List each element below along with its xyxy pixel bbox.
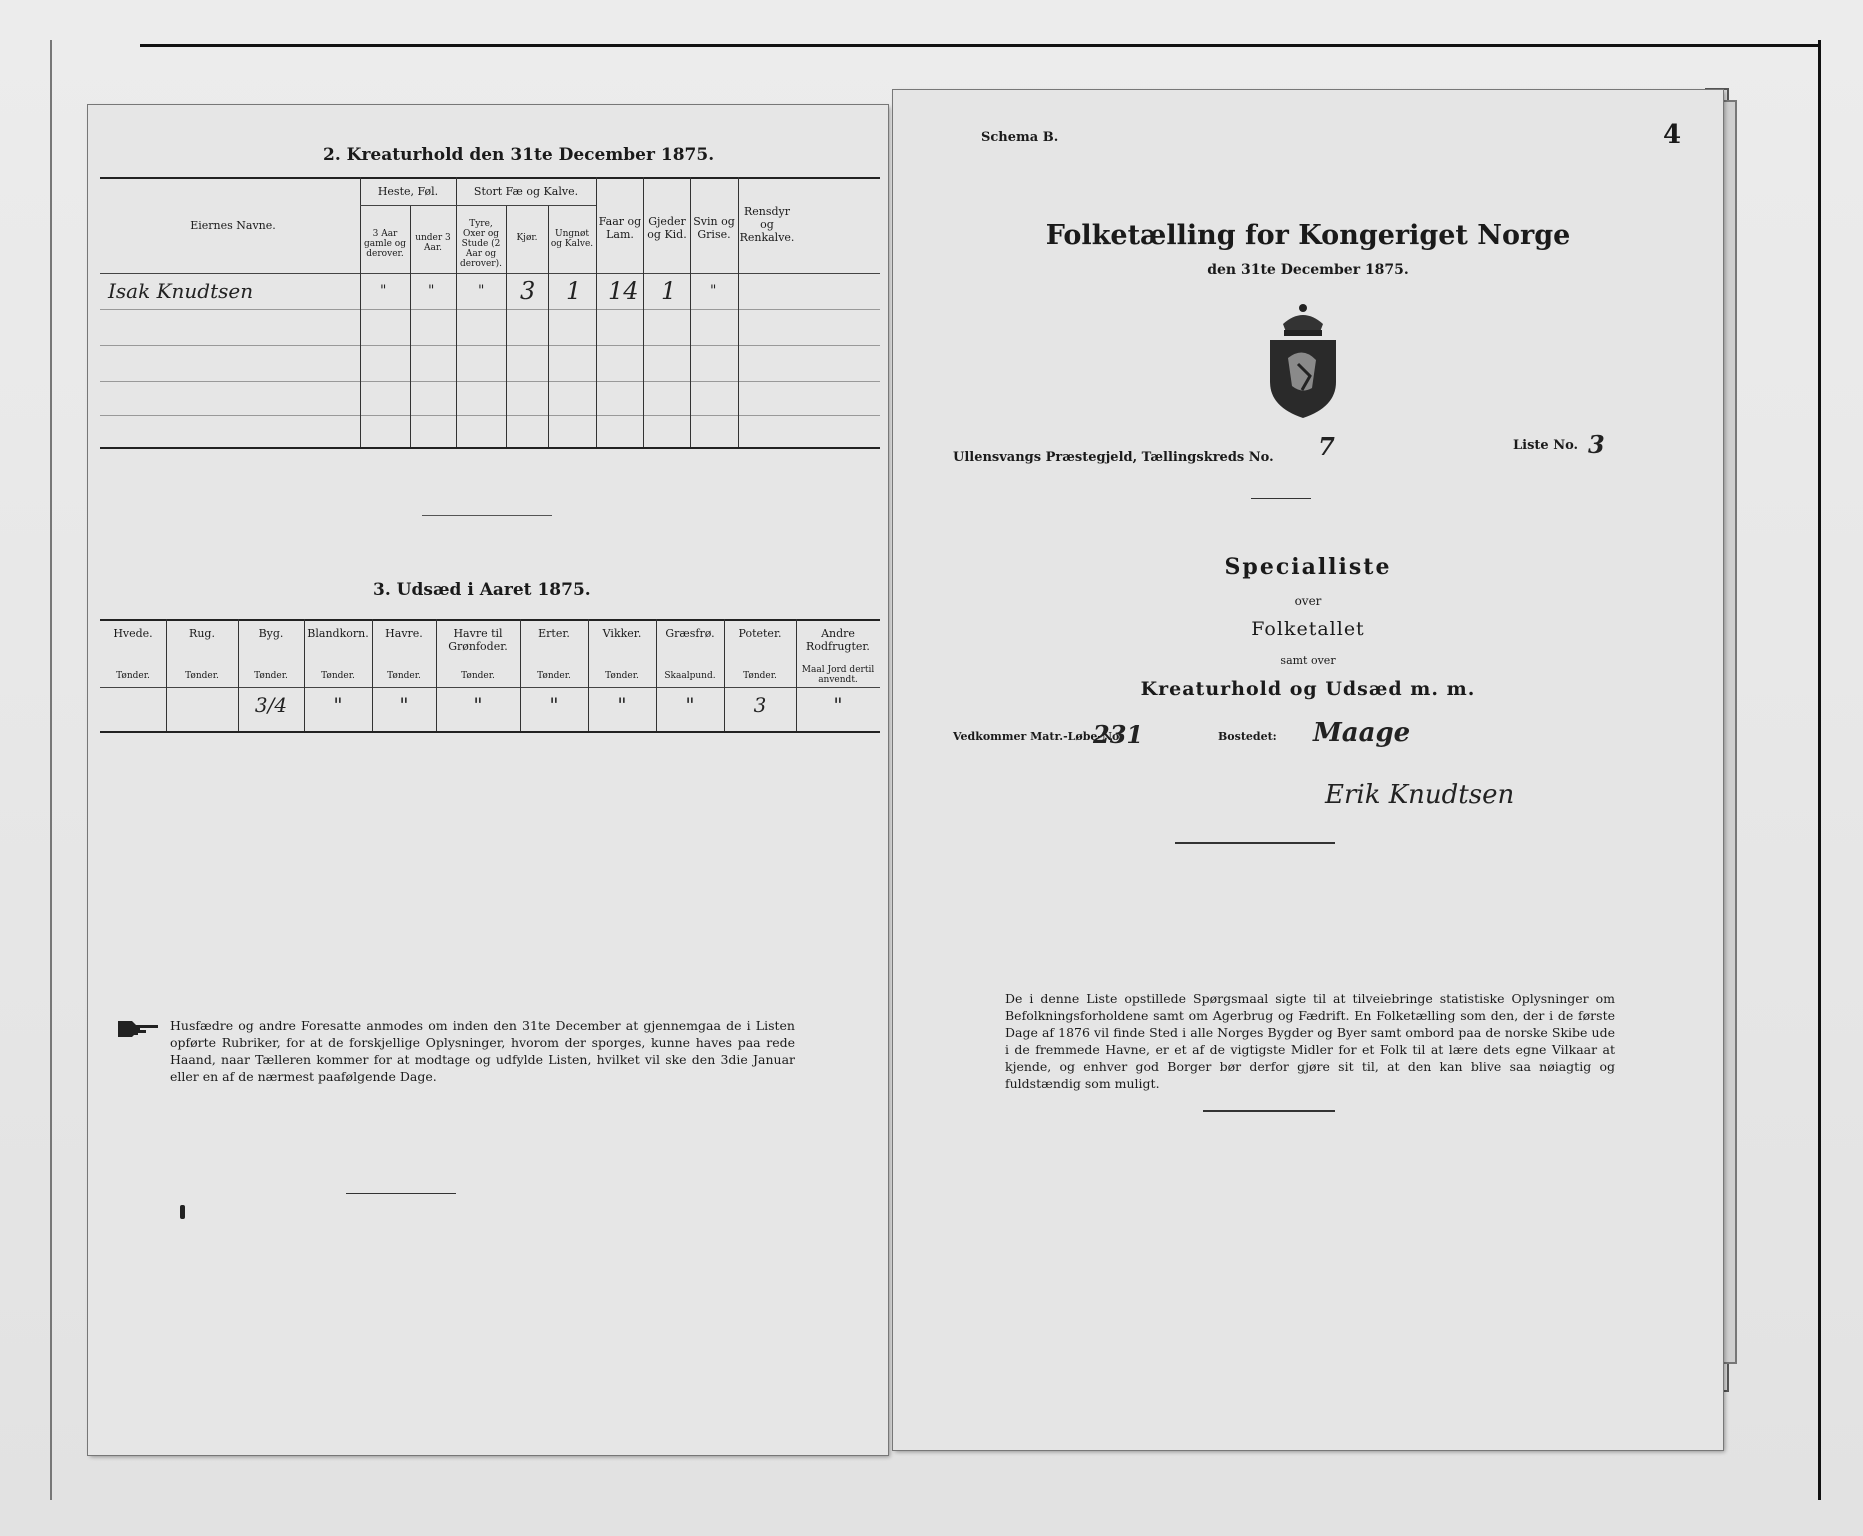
matr-line xyxy=(953,718,1653,749)
udsaed-col-header: Erter. xyxy=(538,627,570,640)
value-faar: 14 xyxy=(608,277,639,305)
header-gjeder: Gjeder og Kid. xyxy=(647,215,687,241)
table1-row-rule xyxy=(100,381,880,382)
udsaed-col-header: Poteter. xyxy=(738,627,782,640)
value-svin: " xyxy=(710,283,717,299)
section3-title: 3. Udsæd i Aaret 1875. xyxy=(373,580,591,600)
over-text: over xyxy=(1294,594,1322,608)
pointing-hand-icon xyxy=(116,1017,160,1039)
parish-name: Ullensvangs Præstegjeld, xyxy=(953,450,1138,465)
udsaed-col-unit: Tønder. xyxy=(743,671,777,681)
header-eiernes-navne: Eiernes Navne. xyxy=(190,219,276,232)
district-number: 7 xyxy=(1318,432,1335,461)
table1-row-rule xyxy=(100,309,880,310)
udsaed-col-header: Hvede. xyxy=(113,627,153,640)
table1-bottom-rule xyxy=(100,447,880,449)
header-heste-under3: under 3 Aar. xyxy=(415,233,451,253)
header-stort-fae: Stort Fæ og Kalve. xyxy=(473,185,579,198)
udsaed-col-header: Vikker. xyxy=(602,627,642,640)
divider xyxy=(1251,498,1311,499)
list-number: 3 xyxy=(1588,430,1605,459)
udsaed-col-header: Rug. xyxy=(189,627,215,640)
value-ungnot: 1 xyxy=(566,277,582,305)
list-label: Liste No. xyxy=(1513,438,1579,453)
matr-number: 231 xyxy=(1093,720,1144,749)
udsaed-value: 3 xyxy=(753,693,767,717)
ink-mark xyxy=(180,1205,185,1219)
value-heste-under3: " xyxy=(428,283,435,299)
udsaed-value: " xyxy=(685,693,695,717)
table1-col-rule xyxy=(456,177,457,447)
header-svin: Svin og Grise. xyxy=(693,215,735,241)
udsaed-col-header: Havre. xyxy=(385,627,423,640)
value-heste-3aar: " xyxy=(380,283,387,299)
udsaed-col-unit: Tønder. xyxy=(321,671,355,681)
divider xyxy=(1175,842,1335,844)
udsaed-col-header: Havre til Grønfoder. xyxy=(448,627,508,653)
table2-top-rule xyxy=(100,619,880,621)
corner-mark: 4 xyxy=(1663,120,1682,150)
schema-label: Schema B. xyxy=(981,130,1059,145)
header-heste: Heste, Føl. xyxy=(377,185,439,198)
bostedet-value: Maage xyxy=(1313,718,1411,748)
samt-over-text: samt over xyxy=(1280,654,1336,667)
specialliste-heading: Specialliste xyxy=(1224,554,1392,580)
udsaed-value: " xyxy=(833,693,843,717)
frame-mark-left xyxy=(50,40,52,1500)
value-gjeder: 1 xyxy=(661,277,677,305)
bottom-paragraph: De i denne Liste opstillede Spørgsmaal sigte til at tilveiebringe statistiske Oplysninger om Befolkningsforholdene samt om Agerbrug og Fædrift. En Folketælling som den, der i de første Dage af 1876 vil finde Sted i alle Norges Bygder og Byer samt ombord paa de norske Skibe ude i de fremmede Havne, er et af de vigtigste Midler for et Folk til at lære dets egne Vilkaar at kjende, og enhver god Borger bør derfor gjøre sit til, at den kan blive saa nøiagtig og fuldstændig som muligt. xyxy=(1005,991,1615,1091)
udsaed-col-header: Andre Rodfrugter. xyxy=(806,627,870,653)
table1-top-rule xyxy=(100,177,880,179)
header-heste-3aar: 3 Aar gamle og derover. xyxy=(364,229,406,259)
main-title: Folketælling for Kongeriget Norge xyxy=(1045,220,1571,251)
matr-label: Vedkommer Matr.-Løbe-No. xyxy=(953,730,1123,743)
table1-subheader-rule xyxy=(360,205,596,206)
udsaed-value: " xyxy=(617,693,627,717)
divider xyxy=(422,515,552,516)
parish-line xyxy=(953,430,1653,467)
frame-mark-top xyxy=(140,44,1820,47)
divider xyxy=(1203,1110,1335,1112)
table1-header-rule xyxy=(100,273,880,274)
udsaed-col-header: Byg. xyxy=(258,627,284,640)
left-page xyxy=(88,105,888,1455)
header-ungnot: Ungnøt og Kalve. xyxy=(550,229,594,249)
folketallet-heading: Folketallet xyxy=(1251,618,1365,640)
udsaed-col-unit: Maal Jord dertil anvendt. xyxy=(801,665,875,685)
udsaed-value: " xyxy=(549,693,559,717)
udsaed-col-unit: Tønder. xyxy=(185,671,219,681)
table1-col-rule xyxy=(596,177,597,447)
header-kjor: Kjør. xyxy=(516,233,538,243)
frame-mark-right xyxy=(1818,40,1821,1500)
udsaed-value: " xyxy=(399,693,409,717)
header-tyre: Tyre, Oxer og Stude (2 Aar og derover). xyxy=(460,219,502,269)
right-page xyxy=(893,90,1723,1450)
udsaed-value: " xyxy=(333,693,343,717)
notice-paragraph: Husfædre og andre Foresatte anmodes om inden den 31te December at gjennemgaa de i Listen opførte Rubriker, for at de forskjellige Oplysninger, hvorom der sporges, kunne haves paa rede Haand, naar Tælleren kommer for at modtage og udfylde Listen, hvilket vil ske den 3die Januar eller en af de nærmest paafølgende Dage. xyxy=(170,1018,795,1084)
section2-title: 2. Kreaturhold den 31te December 1875. xyxy=(323,145,715,165)
table2-header-rule xyxy=(100,687,880,688)
udsaed-col-unit: Tønder. xyxy=(387,671,421,681)
signature: Erik Knudtsen xyxy=(1325,780,1515,810)
udsaed-col-header: Blandkorn. xyxy=(307,627,369,640)
udsaed-col-unit: Tønder. xyxy=(537,671,571,681)
table1-row-rule xyxy=(100,345,880,346)
udsaed-col-unit: Tønder. xyxy=(605,671,639,681)
udsaed-col-unit: Tønder. xyxy=(116,671,150,681)
header-faar: Faar og Lam. xyxy=(598,215,642,241)
udsaed-col-header: Græsfrø. xyxy=(665,627,715,640)
coat-of-arms-icon xyxy=(1258,302,1348,422)
udsaed-col-unit: Tønder. xyxy=(254,671,288,681)
value-kjor: 3 xyxy=(520,277,536,305)
udsaed-value: " xyxy=(473,693,483,717)
divider xyxy=(346,1193,456,1194)
udsaed-col-unit: Skaalpund. xyxy=(664,671,716,681)
kreaturhold-heading: Kreaturhold og Udsæd m. m. xyxy=(1140,678,1476,700)
bostedet-label: Bostedet: xyxy=(1218,730,1277,743)
table1-row-rule xyxy=(100,415,880,416)
table2-bottom-rule xyxy=(100,731,880,733)
census-date: den 31te December 1875. xyxy=(1207,262,1409,278)
udsaed-value: 3/4 xyxy=(254,693,288,717)
table1-col-rule xyxy=(360,177,361,447)
district-label: Tællingskreds No. xyxy=(1141,450,1274,465)
header-rensdyr: Rensdyr og Renkalve. xyxy=(739,205,795,244)
value-tyre: " xyxy=(478,283,485,299)
owner-name: Isak Knudtsen xyxy=(108,279,254,303)
udsaed-col-unit: Tønder. xyxy=(461,671,495,681)
